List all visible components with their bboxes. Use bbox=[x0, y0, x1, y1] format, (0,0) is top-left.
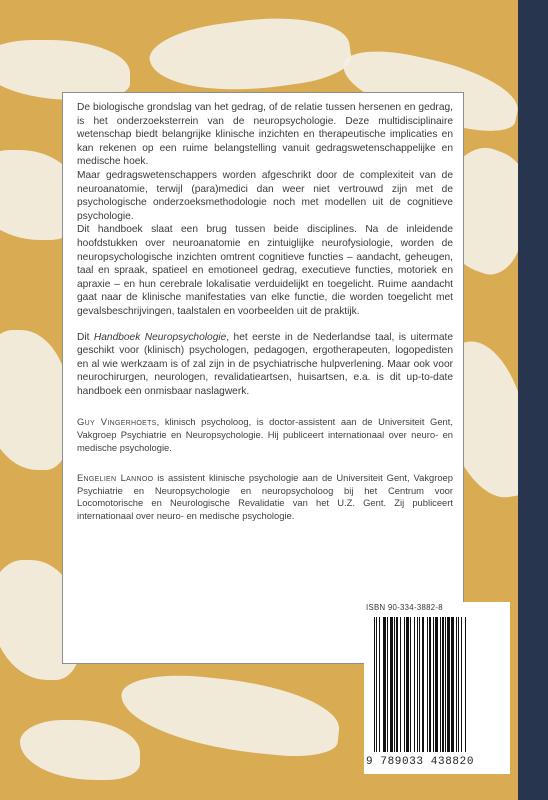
paint-splash bbox=[146, 6, 354, 103]
paint-splash bbox=[117, 669, 343, 762]
author-bio-text: , klinisch psycholoog, is doctor-assistent aan de Universiteit Gent, Vakgroep Psychiatrie en Neuropsychologie. Hij publiceert internationaal over neuro- en medische psychologie. bbox=[77, 416, 453, 453]
author-bio-2 bbox=[77, 472, 453, 522]
paragraph-3: Dit handboek slaat een brug tussen beide disciplines. Na de inleidende hoofdstukken over neuroanatomie en zintuiglijke neurofysiologie, worden de neuropsychologische inzichten omtrent cognitieve functies – aandacht, geheugen, taal en spraak, spatieel en emotioneel gedrag, executieve functies, motoriek en apraxie – en hun cerebrale lokalisatie verduidelijkt en toegelicht. Ruime aandacht gaat naar de klinische manifestaties van elke functie, die worden toegelicht met gevalsbeschrijvingen, taalstalen en voorbeelden uit de praktijk. bbox=[77, 224, 453, 317]
paragraph-2: Maar gedragswetenschappers worden afgeschrikt door de complexiteit van de neuroanatomie, terwijl (para)medici dan weer niet vertrouwd zijn met de psychologische onderzoeksmethodologie noch met modellen uit de cognitieve psychologie. bbox=[77, 169, 453, 222]
paint-splash bbox=[20, 720, 140, 780]
barcode-bar bbox=[466, 617, 467, 752]
description-panel bbox=[62, 92, 464, 664]
book-title: Handboek Neuropsychologie bbox=[93, 331, 227, 343]
author-bio-text: is assistent klinische psychologie aan de Universiteit Gent, Vakgroep Psychiatrie en Neuropsychologie en neuropsycholoog bij het Centrum voor Locomotorische en Neurologische Revalidatie van het U.Z. Gent. Zij publiceert internationaal over neuro- en medische psychologie. bbox=[77, 472, 453, 522]
author-name: Engelien Lannoo bbox=[77, 472, 154, 484]
author-bio-1 bbox=[77, 416, 453, 454]
audience-prefix: Dit bbox=[77, 331, 94, 343]
spine-edge bbox=[518, 0, 548, 800]
paint-splash bbox=[0, 330, 70, 470]
paragraph-1: De biologische grondslag van het gedrag, of de relatie tussen hersenen en gedrag, is het onderzoeksterrein van de neuropsychologie. Deze multidisciplinaire wetenschap biedt belangrijke klinische inzichten en therapeutische implicaties en kan rekenen op een ruime belangstelling vanuit gedragswetenschappelijke en medische hoek. bbox=[77, 102, 453, 168]
paint-splash bbox=[0, 40, 130, 100]
audience-paragraph bbox=[77, 331, 453, 399]
barcode-bars bbox=[374, 617, 504, 752]
isbn-label: ISBN 90-334-3882-8 bbox=[366, 603, 443, 612]
author-name: Guy Vingerhoets bbox=[77, 416, 157, 428]
ean-number: 9 789033 438820 bbox=[366, 756, 475, 768]
audience-text: , het eerste in de Nederlandse taal, is uitermate geschikt voor (klinisch) psychologen, pedagogen, ergotherapeuten, logopedisten en al wie werkzaam is of zal zijn in de psychiatrische hulpverlening. Maar ook voor neurochirurgen, neurologen, revalidatieartsen, huisartsen, e.a. is dit up-to-date handboek een onmisbaar naslagwerk. bbox=[77, 331, 454, 397]
